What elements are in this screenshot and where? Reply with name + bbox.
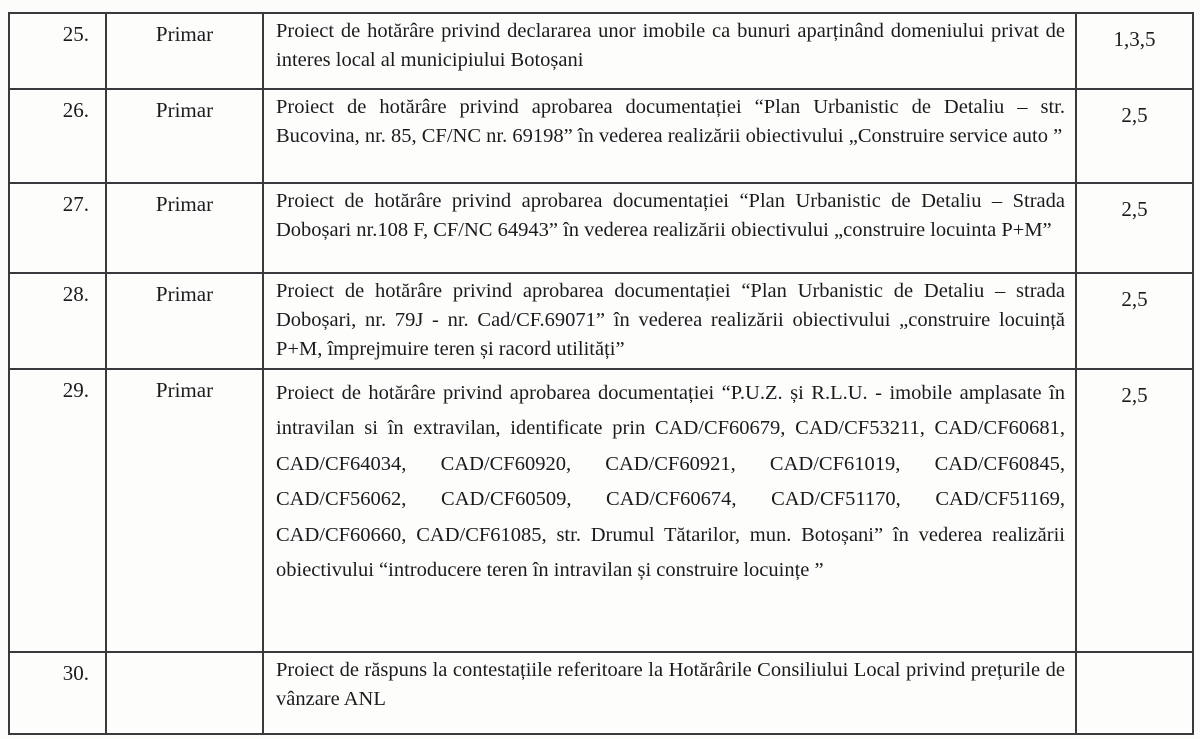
row-number-cell: 30. — [9, 652, 106, 734]
table-row — [9, 369, 1193, 652]
initiator-cell: Primar — [106, 273, 263, 369]
table-row — [9, 652, 1193, 734]
initiator-cell: Primar — [106, 183, 263, 273]
description-cell: Proiect de hotărâre privind aprobarea documentației “Plan Urbanistic de Detaliu – str. Bucovina, nr. 85, CF/NC nr. 69198” în vederea realizării obiectivului „Construire service auto ” — [263, 89, 1076, 183]
commissions-cell: 2,5 — [1076, 183, 1193, 273]
description-cell: Proiect de răspuns la contestațiile referitoare la Hotărârile Consiliului Local privind prețurile de vânzare ANL — [263, 652, 1076, 734]
description-cell: Proiect de hotărâre privind aprobarea documentației “Plan Urbanistic de Detaliu – Strada Doboșari nr.108 F, CF/NC 64943” în vederea realizării obiectivului „construire locuinta P+M” — [263, 183, 1076, 273]
commissions-cell: 2,5 — [1076, 273, 1193, 369]
row-number-cell: 29. — [9, 369, 106, 652]
initiator-cell: Primar — [106, 13, 263, 89]
commissions-cell — [1076, 652, 1193, 734]
initiator-cell: Primar — [106, 89, 263, 183]
row-number-cell: 25. — [9, 13, 106, 89]
description-cell: Proiect de hotărâre privind declararea unor imobile ca bunuri aparținând domeniului privat de interes local al municipiului Botoșani — [263, 13, 1076, 89]
table-row — [9, 89, 1193, 183]
row-number-cell: 26. — [9, 89, 106, 183]
initiator-cell: Primar — [106, 369, 263, 652]
description-cell: Proiect de hotărâre privind aprobarea documentației “Plan Urbanistic de Detaliu – strada Doboșari, nr. 79J - nr. Cad/CF.69071” în vederea realizării obiectivului „construire locuință P+M, împrejmuire teren și racord utilități” — [263, 273, 1076, 369]
table-row — [9, 13, 1193, 89]
commissions-cell: 2,5 — [1076, 89, 1193, 183]
initiator-cell — [106, 652, 263, 734]
commissions-cell: 2,5 — [1076, 369, 1193, 652]
row-number-cell: 28. — [9, 273, 106, 369]
commissions-cell: 1,3,5 — [1076, 13, 1193, 89]
table-row — [9, 183, 1193, 273]
table-row — [9, 273, 1193, 369]
agenda-table — [8, 12, 1194, 735]
description-cell: Proiect de hotărâre privind aprobarea documentației “P.U.Z. și R.L.U. - imobile amplasate în intravilan si în extravilan, identificate prin CAD/CF60679, CAD/CF53211, CAD/CF60681, CAD/CF64034, CAD/CF60920, CAD/CF60921, CAD/CF61019, CAD/CF60845, CAD/CF56062, CAD/CF60509, CAD/CF60674, CAD/CF51170, CAD/CF51169, CAD/CF60660, CAD/CF61085, str. Drumul Tătarilor, mun. Botoșani” în vederea realizării obiectivului “introducere teren în intravilan și construire locuințe ” — [263, 369, 1076, 652]
row-number-cell: 27. — [9, 183, 106, 273]
